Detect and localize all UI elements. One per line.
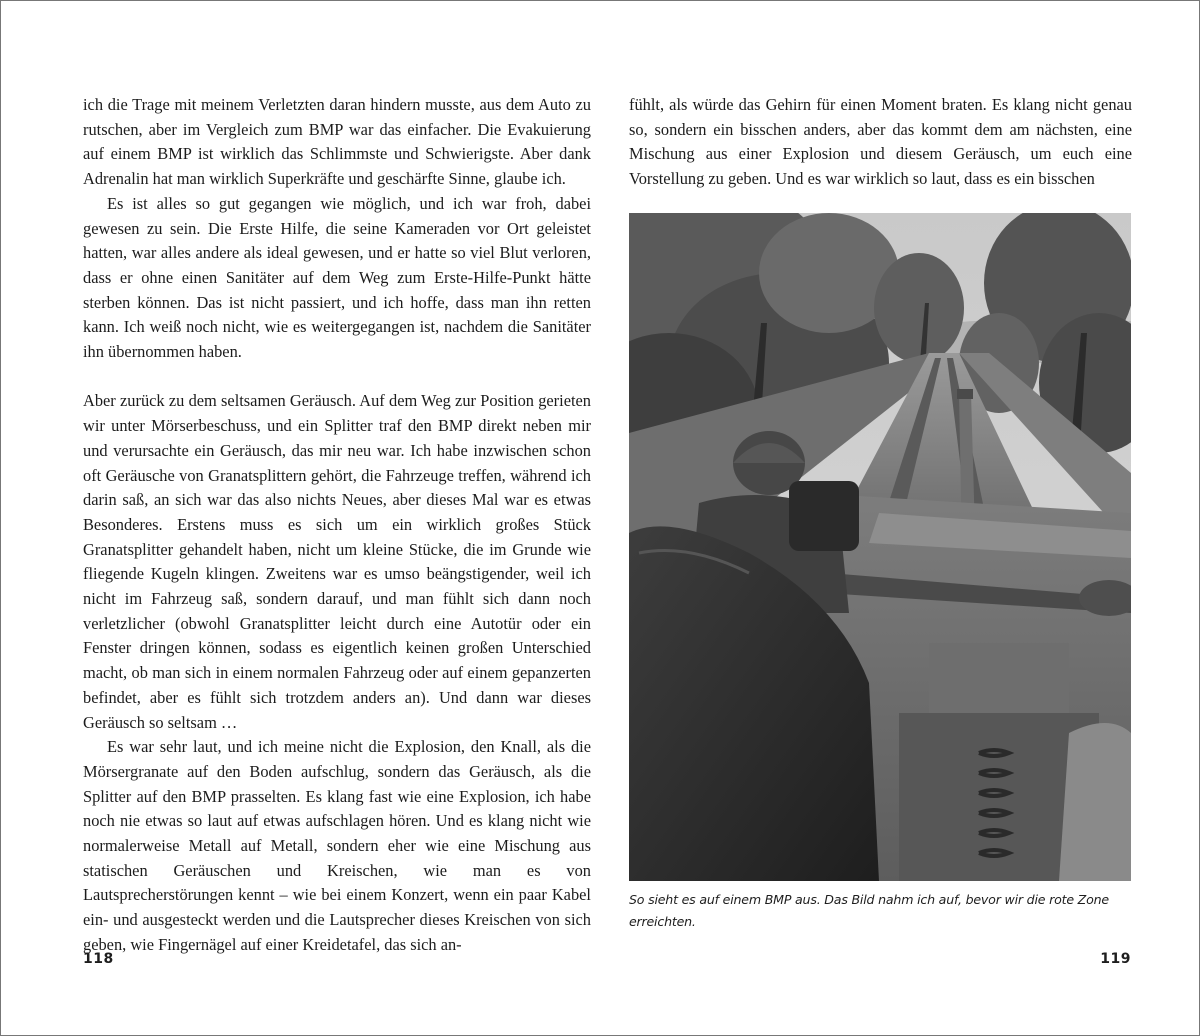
photo-caption: So sieht es auf einem BMP aus. Das Bild nahm ich auf, bevor wir die rote Zone erreichten. (629, 892, 1109, 929)
paragraph: Es ist alles so gut gegangen wie möglich, und ich war froh, dabei gewesen zu sein. Die Erste Hilfe, die seine Kameraden vor Ort geleistet hatten, war alles andere als ideal gewesen, und er hatte so viel Blut verloren, dass er ohne einen Sanitäter auf dem Weg zum Erste-Hilfe-Punkt hätte sterben können. Das ist nicht passiert, und ich hoffe, dass man ihn retten kann. Ich weiß noch nicht, wie es weitergegangen ist, nachdem die Sanitäter ihn übernommen haben. (83, 193, 591, 362)
page-number: 119 (1100, 951, 1131, 967)
paragraph: Aber zurück zu dem seltsamen Geräusch. Auf dem Weg zur Position gerieten wir unter Mörserbeschuss, und ein Splitter traf den BMP direkt neben mir und verursachte ein Geräusch, das mir neu war. Ich habe inzwischen schon oft Geräusche von Granatsplittern gehört, die Fahrzeuge treffen, während ich darin saß, an sich war das also nichts Neues, aber dieses Mal war es etwas Besonderes. Erstens muss es sich um ein wirklich großes Stück Granatsplitter gehandelt haben, nicht um kleine Stücke, die im Grunde wie fliegende Kugeln klingen. Zweitens war es umso beängstigender, weil ich nicht im Fahrzeug saß, sondern darauf, und man fühlt sich dann noch verletzlicher (obwohl Granatsplitter leicht durch eine Autotür oder ein Fenster dringen können, sodass es eigentlich keinen großen Unterschied macht, ob man sich in einem normalen Fahrzeug oder auf einem gepanzerten befindet, aber es fühlt sich trotzdem anders an). Und dann war dieses Geräusch so seltsam … (83, 391, 591, 732)
paragraph: ich die Trage mit meinem Verletzten daran hindern musste, aus dem Auto zu rutschen, aber im Vergleich zum BMP war das einfacher. Die Evakuierung auf einem BMP ist wirklich das Schlimmste und Schwierigste. Aber dank Adrenalin hat man wirklich Superkräfte und geschärfte Sinne, glaube ich. (83, 95, 591, 189)
paragraph: Es war sehr laut, und ich meine nicht die Explosion, den Knall, als die Mörsergranate auf den Boden aufschlug, sondern das Geräusch, als die Splitter auf den BMP prasselten. Es klang fast wie eine Explosion, ich habe noch nie etwas so laut auf etwas aufschlagen hören. Und es klang nicht wie normalerweise Metall auf Metall, sondern eher wie eine Mischung aus statischen Geräuschen und Kreischen, wie man es von Lautsprecherstörungen kennt – wie bei einem Konzert, wenn ein paar Kabel ein- und ausgesteckt werden und die Lautsprecher dieses Kreischen von sich geben, wie Fingernägel auf einer Kreidetafel, das sich an- (83, 737, 591, 954)
bmp-photo (629, 213, 1131, 881)
right-page-text (629, 93, 1132, 192)
page-number: 118 (83, 951, 114, 967)
right-page (601, 1, 1199, 1035)
left-page (1, 1, 601, 1035)
paragraph: fühlt, als würde das Gehirn für einen Moment braten. Es klang nicht genau so, sondern ein bisschen anders, aber das kommt dem am nächsten, eine Mischung aus einer Explosion und diesem Geräusch, um euch eine Vorstellung zu geben. Und es war wirklich so laut, dass es ein bisschen (629, 95, 1132, 189)
left-page-text (83, 93, 591, 958)
